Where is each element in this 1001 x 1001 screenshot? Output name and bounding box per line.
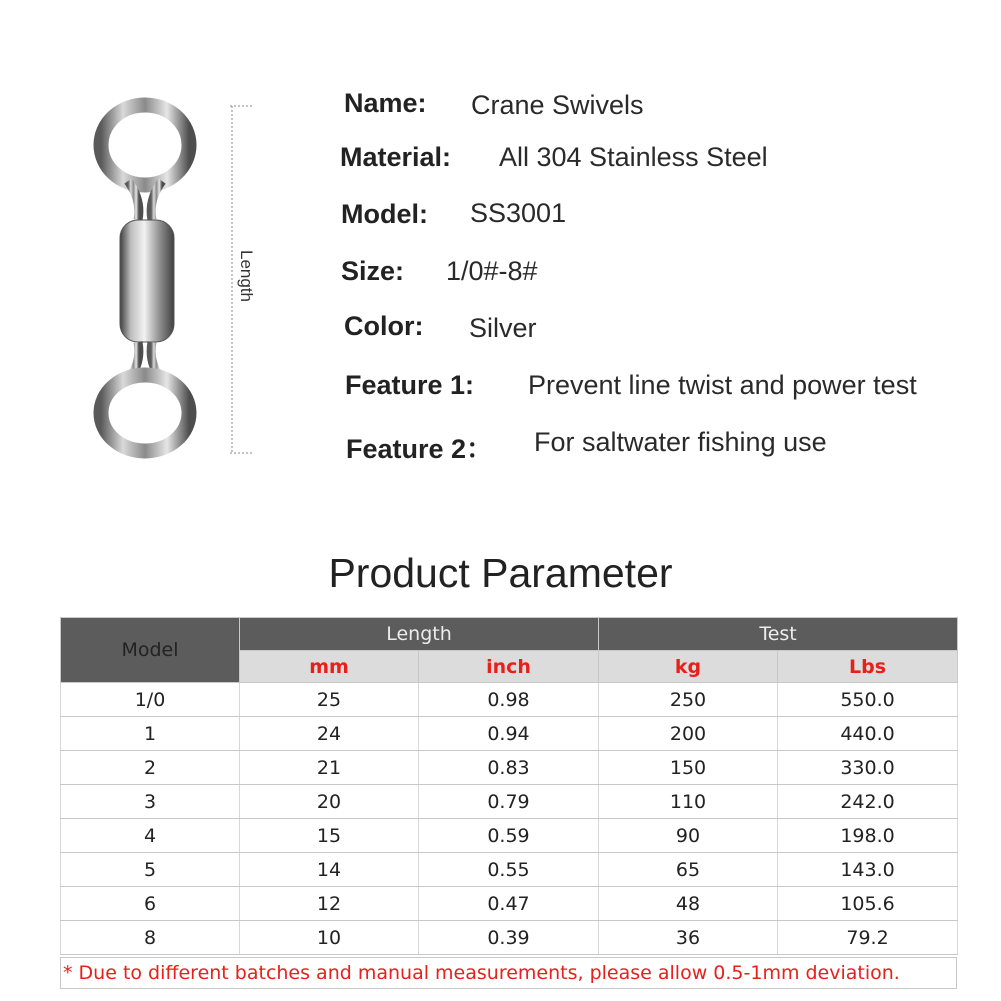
deviation-note: * Due to different batches and manual measurements, please allow 0.5-1mm deviation. (60, 957, 957, 989)
cell-inch: 0.39 (419, 921, 599, 955)
cell-mm: 24 (240, 717, 419, 751)
spec-feature-1 (345, 370, 917, 401)
table-row (61, 853, 958, 887)
spec-label: Model: (341, 199, 428, 229)
cell-lbs: 330.0 (778, 751, 958, 785)
cell-mm: 10 (240, 921, 419, 955)
cell-mm: 20 (240, 785, 419, 819)
spec-value: SS3001 (470, 198, 567, 228)
table-row (61, 819, 958, 853)
spec-label: Size: (341, 256, 405, 286)
length-dimension-label: Length (237, 250, 256, 302)
cell-lbs: 143.0 (778, 853, 958, 887)
cell-inch: 0.83 (419, 751, 599, 785)
header-model: Model (61, 618, 240, 683)
spec-label: Color: (344, 311, 424, 341)
table-row (61, 921, 958, 955)
spec-label: Feature 1: (345, 370, 475, 400)
cell-mm: 25 (240, 683, 419, 717)
spec-value: For saltwater fishing use (534, 427, 827, 457)
table-title: Product Parameter (328, 550, 673, 596)
table-row (61, 751, 958, 785)
table-row (61, 887, 958, 921)
cell-model: 5 (61, 853, 240, 887)
table-row (61, 717, 958, 751)
cell-lbs: 550.0 (778, 683, 958, 717)
spec-label: Material: (340, 142, 452, 172)
swivel-product-image (80, 95, 260, 465)
header-length: Length (240, 618, 599, 651)
cell-kg: 48 (599, 887, 778, 921)
cell-lbs: 242.0 (778, 785, 958, 819)
header-lbs: Lbs (778, 651, 958, 683)
cell-mm: 14 (240, 853, 419, 887)
cell-mm: 15 (240, 819, 419, 853)
spec-label: Name: (344, 88, 427, 118)
cell-model: 6 (61, 887, 240, 921)
cell-inch: 0.94 (419, 717, 599, 751)
cell-model: 1 (61, 717, 240, 751)
cell-kg: 150 (599, 751, 778, 785)
cell-model: 2 (61, 751, 240, 785)
cell-inch: 0.79 (419, 785, 599, 819)
header-test: Test (599, 618, 958, 651)
spec-size (341, 256, 538, 287)
cell-kg: 110 (599, 785, 778, 819)
spec-value: Prevent line twist and power test (528, 370, 917, 400)
cell-mm: 21 (240, 751, 419, 785)
spec-value: All 304 Stainless Steel (499, 142, 768, 172)
cell-lbs: 198.0 (778, 819, 958, 853)
cell-mm: 12 (240, 887, 419, 921)
cell-kg: 250 (599, 683, 778, 717)
cell-model: 3 (61, 785, 240, 819)
spec-value: 1/0#-8# (446, 256, 538, 286)
cell-kg: 65 (599, 853, 778, 887)
table-row (61, 683, 958, 717)
cell-model: 8 (61, 921, 240, 955)
cell-kg: 36 (599, 921, 778, 955)
cell-lbs: 440.0 (778, 717, 958, 751)
header-inch: inch (419, 651, 599, 683)
cell-lbs: 105.6 (778, 887, 958, 921)
cell-inch: 0.59 (419, 819, 599, 853)
cell-model: 1/0 (61, 683, 240, 717)
product-parameter-table (60, 617, 958, 955)
cell-kg: 200 (599, 717, 778, 751)
spec-model (341, 198, 567, 230)
spec-label: Feature 2： (346, 434, 494, 464)
spec-value: Silver (469, 313, 537, 343)
spec-name (344, 88, 644, 120)
cell-inch: 0.47 (419, 887, 599, 921)
header-mm: mm (240, 651, 419, 683)
cell-inch: 0.98 (419, 683, 599, 717)
cell-kg: 90 (599, 819, 778, 853)
spec-color (344, 311, 537, 343)
cell-lbs: 79.2 (778, 921, 958, 955)
spec-value: Crane Swivels (471, 90, 644, 120)
cell-model: 4 (61, 819, 240, 853)
spec-feature-2 (346, 427, 827, 466)
table-row (61, 785, 958, 819)
cell-inch: 0.55 (419, 853, 599, 887)
header-kg: kg (599, 651, 778, 683)
spec-material (340, 142, 768, 173)
